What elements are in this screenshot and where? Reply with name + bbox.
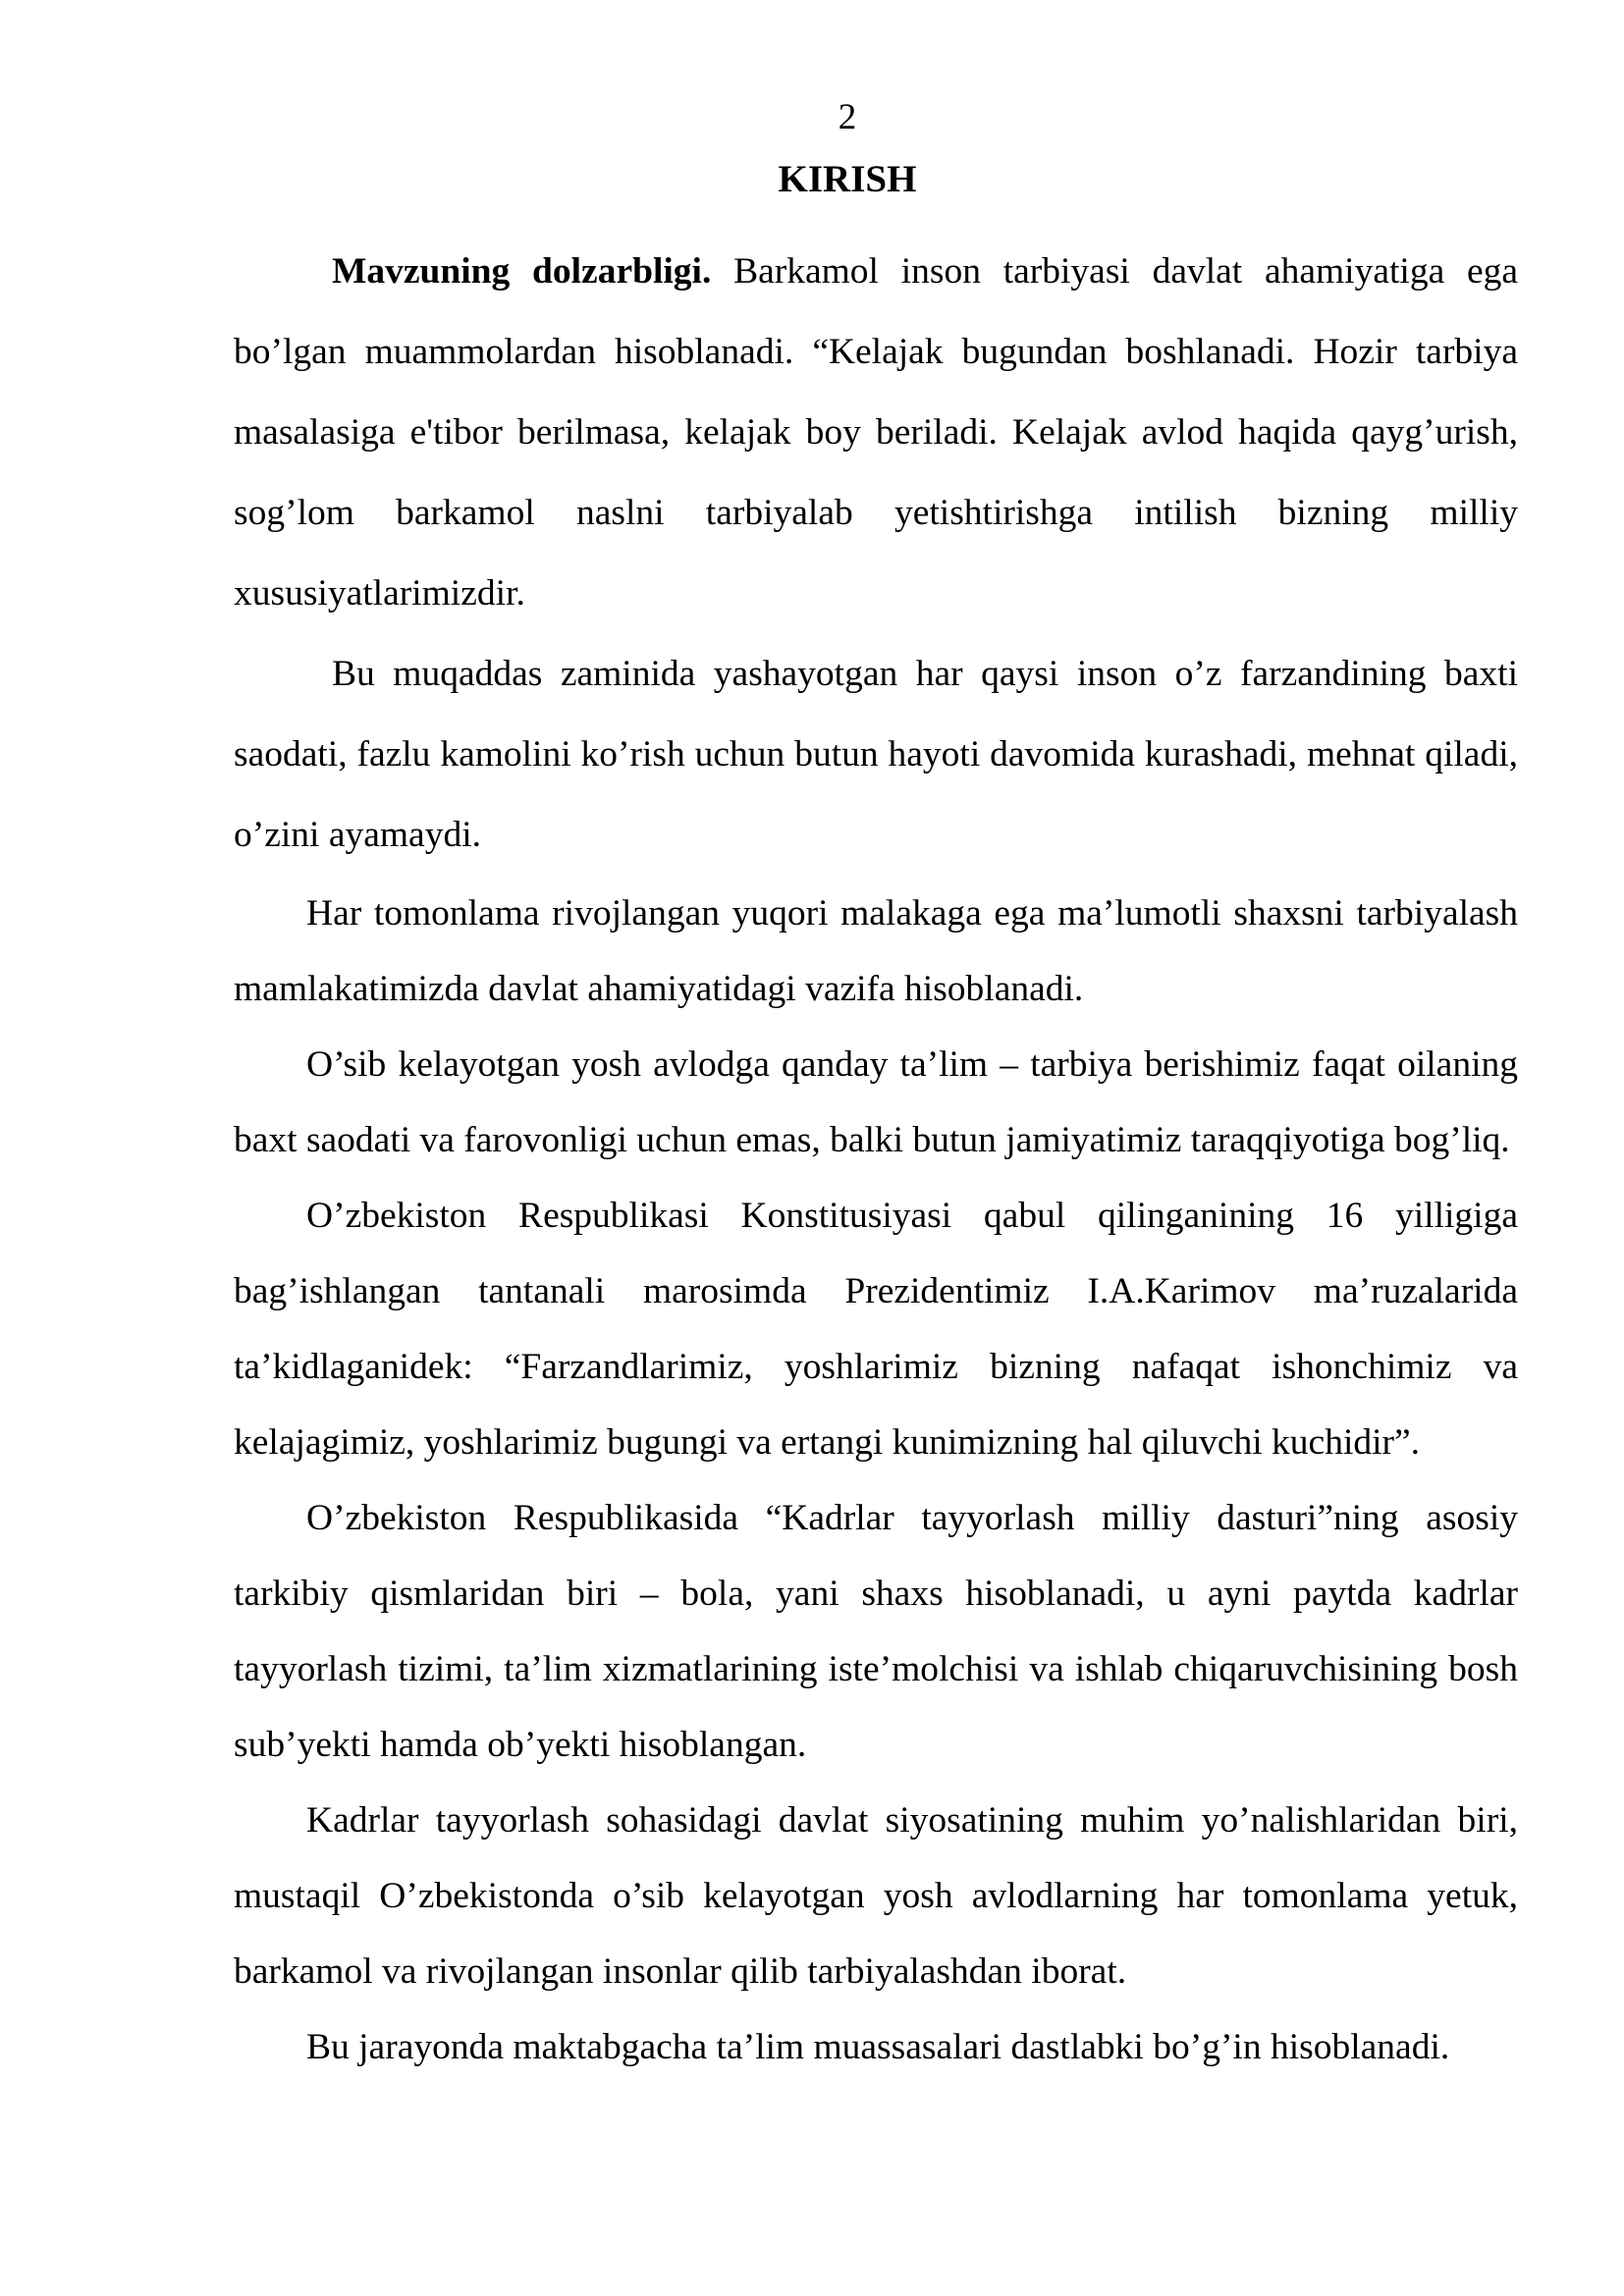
paragraph-relevance	[234, 232, 1518, 634]
paragraph-text: Barkamol inson tarbiyasi davlat ahamiyatiga ega bo’lgan muammolardan hisoblanadi. “Kelajak bugundan boshlanadi. Hozir tarbiya masalasiga e'tibor berilmasa, kelajak boy beriladi. Kelajak avlod haqida qayg’urish, sog’lom barkamol naslni tarbiyalab yetishtirishga intilish bizning milliy xususiyatlarimizdir.	[234, 251, 1518, 614]
paragraph: O’zbekiston Respublikasi Konstitusiyasi qabul qilinganining 16 yilligiga bag’ishlangan tantanali marosimda Prezidentimiz I.A.Karimov ma’ruzalarida ta’kidlaganidek: “Farzandlarimiz, yoshlarimiz bizning nafaqat ishonchimiz va kelajagimiz, yoshlarimiz bugungi va ertangi kunimizning hal qiluvchi kuchidir”.	[234, 1196, 1518, 1463]
section-heading: KIRISH	[778, 158, 917, 200]
page-number: 2	[838, 97, 857, 137]
paragraph: Kadrlar tayyorlash sohasidagi davlat siyosatining muhim yo’nalishlaridan biri, mustaqil O’zbekistonda o’sib kelayotgan yosh avlodlarning har tomonlama yetuk, barkamol va rivojlangan insonlar qilib tarbiyalashdan iborat.	[234, 1800, 1518, 1992]
document-body	[234, 232, 1518, 2085]
paragraph: Bu muqaddas zaminida yashayotgan har qaysi inson o’z farzandining baxti saodati, fazlu kamolini ko’rish uchun butun hayoti davomida kurashadi, mehnat qiladi, o’zini ayamaydi.	[234, 654, 1518, 855]
paragraph-lead: Mavzuning dolzarbligi.	[332, 251, 712, 292]
paragraph: O’sib kelayotgan yosh avlodga qanday ta’lim – tarbiya berishimiz faqat oilaning baxt saodati va farovonligi uchun emas, balki butun jamiyatimiz taraqqiyotiga bog’liq.	[234, 1044, 1518, 1160]
paragraph: Har tomonlama rivojlangan yuqori malakaga ega ma’lumotli shaxsni tarbiyalash mamlakatimizda davlat ahamiyatidagi vazifa hisoblanadi.	[234, 893, 1518, 1009]
paragraph: Bu jarayonda maktabgacha ta’lim muassasalari dastlabki bo’g’in hisoblanadi.	[306, 2027, 1450, 2067]
paragraph: O’zbekiston Respublikasida “Kadrlar tayyorlash milliy dasturi”ning asosiy tarkibiy qismlaridan biri – bola, yani shaxs hisoblanadi, u ayni paytda kadrlar tayyorlash tizimi, ta’lim xizmatlarining iste’molchisi va ishlab chiqaruvchisining bosh sub’yekti hamda ob’yekti hisoblangan.	[234, 1498, 1518, 1765]
